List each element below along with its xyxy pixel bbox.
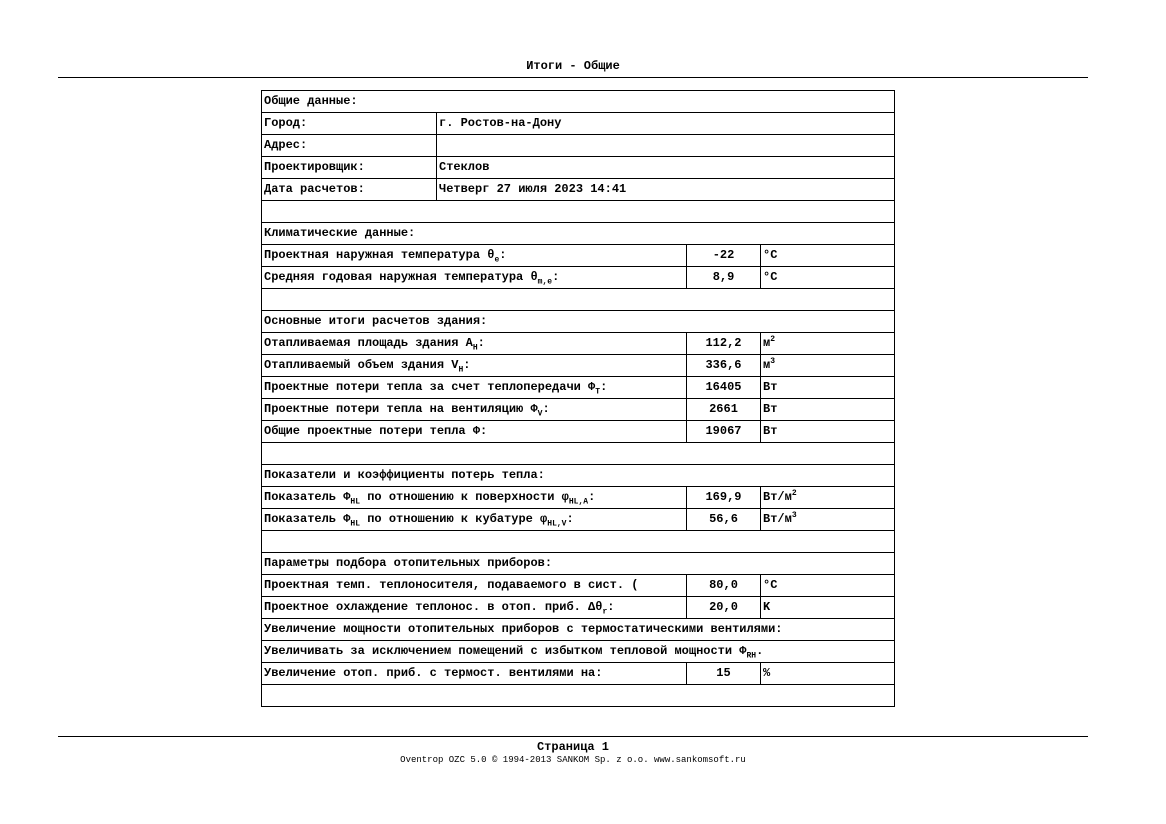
label-text: Проектное охлаждение теплонос. в отоп. приб. Δθ (264, 600, 603, 614)
results-unit (761, 421, 894, 442)
designer-label: Проектировщик: (262, 157, 437, 178)
header-rule (58, 77, 1088, 78)
label-subscript: HL (350, 497, 361, 507)
unit-text: Вт (763, 424, 778, 438)
climate-heading-row (262, 222, 894, 244)
supply-temp-row (262, 574, 894, 596)
page-title: Итоги - Общие (526, 59, 620, 73)
copyright: Oventrop OZC 5.0 © 1994-2013 SANKOM Sp. z o.o. www.sankomsoft.ru (400, 755, 746, 765)
label-subscript: T (595, 387, 601, 397)
results-unit (761, 355, 894, 376)
supply-temp-value: 80,0 (687, 575, 761, 596)
label-subscript: r (602, 607, 608, 617)
label-end: : (499, 248, 507, 262)
results-label (262, 399, 687, 420)
label-text: Проектные потери тепла за счет теплопередачи Φ (264, 380, 596, 394)
unit-sup: 2 (770, 335, 776, 344)
note-subscript: RH (746, 651, 757, 661)
radiators-heading-row (262, 552, 894, 574)
footer-rule (58, 736, 1088, 737)
indicator-label (262, 487, 687, 508)
results-unit (761, 333, 894, 354)
blank-cell (262, 201, 894, 222)
results-unit (761, 399, 894, 420)
label-end: : (588, 490, 596, 504)
climate-label (262, 245, 687, 266)
cooling-value: 20,0 (687, 597, 761, 618)
results-label (262, 377, 687, 398)
label-mid: по отношению к кубатуре φ (360, 512, 548, 526)
unit-text: Вт/м (763, 512, 792, 526)
label-subscript: H (472, 343, 478, 353)
unit-text: Вт/м (763, 490, 792, 504)
label-subscript: e (494, 255, 500, 265)
indicators-heading: Показатели и коэффициенты потерь тепла: (264, 468, 545, 482)
general-heading-row (262, 91, 894, 112)
label-subscript: m,e (537, 277, 553, 287)
climate-row (262, 244, 894, 266)
designer-value: Стеклов (439, 160, 490, 174)
unit-text: Вт (763, 380, 778, 394)
results-label (262, 421, 687, 442)
label-end: : (600, 380, 608, 394)
indicator-unit (761, 487, 894, 508)
unit-text: °C (763, 248, 778, 262)
exclude-note-row (262, 640, 894, 662)
blank-row (262, 684, 894, 706)
label-end: : (477, 336, 485, 350)
climate-unit (761, 267, 894, 288)
label-text: Общие проектные потери тепла Φ: (264, 424, 488, 438)
climate-row (262, 266, 894, 288)
label-subscript: HL (350, 519, 361, 529)
results-value: 336,6 (687, 355, 761, 376)
indicators-heading-row (262, 464, 894, 486)
increase-note: Увеличение мощности отопительных приборов с термостатическими вентилями: (264, 622, 783, 636)
results-row (262, 376, 894, 398)
city-value: г. Ростов-на-Дону (439, 116, 562, 130)
climate-heading: Климатические данные: (264, 226, 416, 240)
page-number: Страница 1 (536, 740, 609, 754)
results-heading-row (262, 310, 894, 332)
cooling-unit: K (763, 600, 771, 614)
note-end: . (756, 644, 764, 658)
address-label: Адрес: (262, 135, 437, 156)
label-end: : (566, 512, 574, 526)
label-end: : (542, 402, 550, 416)
increase-value: 15 (687, 663, 761, 684)
increase-label: Увеличение отоп. приб. с термост. вентилями на: (262, 663, 687, 684)
unit-text: Вт (763, 402, 778, 416)
results-unit (761, 377, 894, 398)
supply-temp-unit: °C (763, 578, 778, 592)
unit-sup: 3 (770, 357, 776, 366)
climate-unit (761, 245, 894, 266)
unit-sup: 2 (791, 489, 797, 498)
label-text: Показатель Φ (264, 490, 351, 504)
indicator-row (262, 508, 894, 530)
increase-note-row (262, 618, 894, 640)
unit-sup: 3 (791, 511, 797, 520)
results-value: 19067 (687, 421, 761, 442)
results-row (262, 398, 894, 420)
date-value: Четверг 27 июля 2023 14:41 (439, 182, 627, 196)
unit-text: °C (763, 270, 778, 284)
label-text: Средняя годовая наружная температура θ (264, 270, 538, 284)
label-end: : (463, 358, 471, 372)
label-text: Отапливаемая площадь здания A (264, 336, 473, 350)
indicator-value: 169,9 (687, 487, 761, 508)
blank-cell (262, 289, 894, 310)
supply-temp-label: Проектная темп. теплоносителя, подаваемого в сист. ( (262, 575, 687, 596)
label-subscript: H (458, 365, 464, 375)
unit-text: м (763, 358, 771, 372)
blank-cell (262, 443, 894, 464)
indicator-row (262, 486, 894, 508)
results-label (262, 333, 687, 354)
radiators-heading: Параметры подбора отопительных приборов: (264, 556, 553, 570)
increase-row (262, 662, 894, 684)
unit-text: м (763, 336, 771, 350)
results-value: 2661 (687, 399, 761, 420)
label-text: Отапливаемый объем здания V (264, 358, 459, 372)
summary-table (261, 90, 895, 707)
blank-row (262, 288, 894, 310)
label-end: : (552, 270, 560, 284)
general-heading: Общие данные: (264, 94, 358, 108)
label-mid: по отношению к поверхности φ (360, 490, 569, 504)
address-row (262, 134, 894, 156)
address-value (437, 135, 894, 156)
date-row (262, 178, 894, 200)
climate-label (262, 267, 687, 288)
cooling-label (262, 597, 687, 618)
label-text: Проектные потери тепла на вентиляцию Φ (264, 402, 538, 416)
label-subscript: V (537, 409, 543, 419)
blank-row (262, 442, 894, 464)
results-row (262, 332, 894, 354)
increase-unit: % (763, 666, 771, 680)
city-row (262, 112, 894, 134)
cooling-row (262, 596, 894, 618)
results-row (262, 420, 894, 442)
blank-row (262, 200, 894, 222)
results-row (262, 354, 894, 376)
label-text: Проектная наружная температура θ (264, 248, 495, 262)
label-subscript-2: HL,A (568, 497, 589, 507)
label-end: : (607, 600, 615, 614)
results-value: 112,2 (687, 333, 761, 354)
indicator-label (262, 509, 687, 530)
results-label (262, 355, 687, 376)
date-label: Дата расчетов: (262, 179, 437, 200)
note-text: Увеличивать за исключением помещений с избытком тепловой мощности Φ (264, 644, 747, 658)
blank-row (262, 530, 894, 552)
city-label: Город: (262, 113, 437, 134)
indicator-value: 56,6 (687, 509, 761, 530)
designer-row (262, 156, 894, 178)
blank-cell (262, 531, 894, 552)
label-subscript-2: HL,V (547, 519, 567, 529)
indicator-unit (761, 509, 894, 530)
blank-cell (262, 685, 894, 706)
climate-value: 8,9 (687, 267, 761, 288)
results-heading: Основные итоги расчетов здания: (264, 314, 488, 328)
climate-value: -22 (687, 245, 761, 266)
exclude-note (262, 641, 894, 662)
results-value: 16405 (687, 377, 761, 398)
label-text: Показатель Φ (264, 512, 351, 526)
